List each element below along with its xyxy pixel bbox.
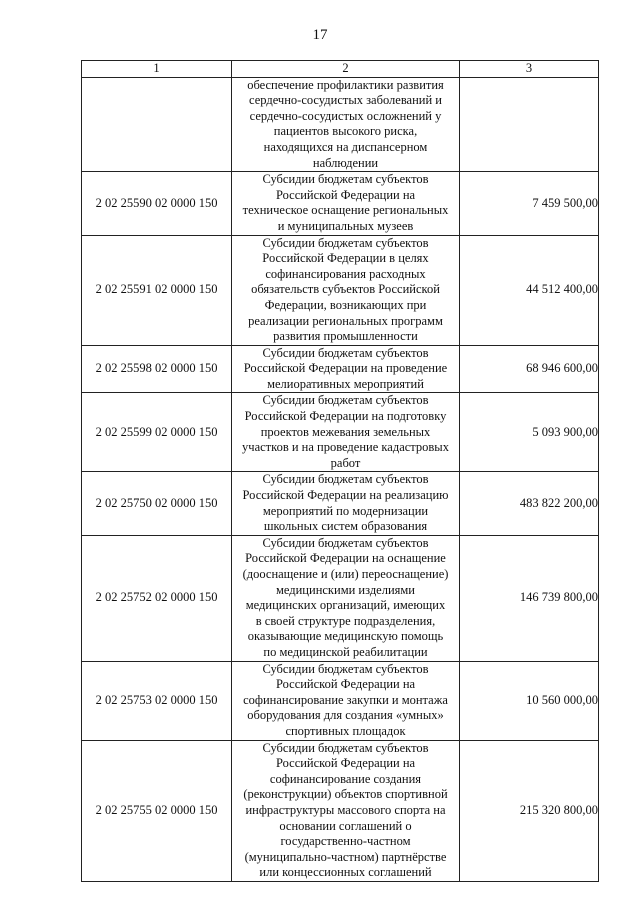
- description-line: Российской Федерации на реализацию: [242, 488, 449, 503]
- description-line: школьных систем образования: [263, 519, 428, 534]
- table-row: [82, 345, 599, 393]
- description-line: основании соглашений о: [279, 818, 412, 833]
- description-line: Российской Федерации на: [275, 756, 416, 771]
- description-line: (муниципально-частном) партнёрстве: [244, 849, 447, 864]
- description-cell: [232, 77, 460, 172]
- description-line: Федерации, возникающих при: [264, 297, 427, 312]
- classification-code-cell: 2 02 25590 02 0000 150: [82, 172, 232, 235]
- description-cell: [232, 661, 460, 740]
- table-body: [82, 77, 599, 881]
- description-cell: [232, 472, 460, 535]
- description-line: реализации региональных программ: [248, 313, 443, 328]
- amount-cell: [460, 77, 599, 172]
- description-line: оказывающие медицинскую помощь: [247, 629, 444, 644]
- table-row: [82, 172, 599, 235]
- classification-code-cell: 2 02 25750 02 0000 150: [82, 472, 232, 535]
- amount-cell: 5 093 900,00: [460, 393, 599, 472]
- table-row: [82, 235, 599, 345]
- description-line: софинансирование создания: [269, 771, 422, 786]
- description-line: Российской Федерации на проведение: [243, 361, 448, 376]
- amount-cell: 7 459 500,00: [460, 172, 599, 235]
- description-line: (дооснащение и (или) переоснащение): [242, 567, 449, 581]
- description-line: обеспечение профилактики развития: [247, 77, 444, 92]
- description-line: Российской Федерации на: [275, 187, 416, 202]
- description-line: Российской Федерации в целях: [262, 251, 429, 266]
- classification-code-cell: 2 02 25755 02 0000 150: [82, 740, 232, 881]
- table-row: [82, 661, 599, 740]
- description-line: сердечно-сосудистых осложнений у: [249, 108, 442, 123]
- amount-cell: 10 560 000,00: [460, 661, 599, 740]
- classification-code-cell: 2 02 25753 02 0000 150: [82, 661, 232, 740]
- description-line: оборудования для создания «умных»: [247, 708, 444, 723]
- description-line: Российской Федерации на подготовку: [244, 409, 447, 424]
- description-line: техническое оснащение региональных: [242, 203, 449, 218]
- description-cell: [232, 172, 460, 235]
- description-line: мелиоративных мероприятий: [267, 376, 424, 391]
- page-number: 17: [312, 27, 328, 43]
- classification-code-cell: 2 02 25752 02 0000 150: [82, 535, 232, 661]
- amount-cell: 146 739 800,00: [460, 535, 599, 661]
- table-row: [82, 535, 599, 661]
- description-cell: [232, 740, 460, 881]
- description-cell: [232, 235, 460, 345]
- column-header-2: 2: [232, 61, 460, 78]
- description-line: (реконструкции) объектов спортивной: [243, 787, 448, 802]
- description-cell: [232, 535, 460, 661]
- description-line: наблюдении: [312, 155, 379, 170]
- column-header-3: 3: [460, 61, 599, 78]
- description-line: участков и на проведение кадастровых: [242, 440, 449, 455]
- classification-code-cell: 2 02 25598 02 0000 150: [82, 345, 232, 393]
- description-line: медицинскими изделиями: [275, 582, 416, 597]
- description-line: в своей структуре подразделения,: [255, 613, 436, 628]
- description-line: работ: [330, 455, 361, 470]
- description-line: Субсидии бюджетам субъектов: [262, 661, 429, 676]
- description-line: по медицинской реабилитации: [263, 644, 428, 659]
- description-line: Субсидии бюджетам субъектов: [262, 172, 429, 187]
- description-line: Субсидии бюджетам субъектов: [262, 535, 429, 550]
- table-row: [82, 472, 599, 535]
- amount-cell: 68 946 600,00: [460, 345, 599, 393]
- amount-cell: 483 822 200,00: [460, 472, 599, 535]
- description-line: Субсидии бюджетам субъектов: [262, 345, 429, 360]
- amount-cell: 44 512 400,00: [460, 235, 599, 345]
- description-line: пациентов высокого риска,: [273, 124, 418, 139]
- description-line: софинансирование закупки и монтажа: [243, 692, 448, 707]
- description-line: мероприятий по модернизации: [262, 503, 429, 518]
- column-header-1: 1: [82, 61, 232, 78]
- description-cell: [232, 345, 460, 393]
- classification-code-cell: [82, 77, 232, 172]
- description-line: обязательств субъектов Российской: [251, 282, 440, 297]
- description-line: Российской Федерации на оснащение: [245, 551, 446, 566]
- description-line: Субсидии бюджетам субъектов: [262, 235, 429, 250]
- table-header-row: [82, 61, 599, 78]
- description-line: Субсидии бюджетам субъектов: [262, 740, 429, 755]
- description-line: инфраструктуры массового спорта на: [245, 802, 446, 817]
- classification-code-cell: 2 02 25591 02 0000 150: [82, 235, 232, 345]
- description-cell: [232, 393, 460, 472]
- description-line: сердечно-сосудистых заболеваний и: [249, 93, 442, 108]
- table-row: [82, 77, 599, 172]
- description-line: Субсидии бюджетам субъектов: [262, 393, 429, 408]
- description-line: Российской Федерации на: [275, 677, 416, 692]
- description-line: спортивных площадок: [285, 723, 406, 738]
- budget-revenue-table: [81, 60, 599, 882]
- description-line: медицинских организаций, имеющих: [245, 598, 446, 613]
- description-line: проектов межевания земельных: [260, 424, 431, 439]
- description-line: или концессионных соглашений: [259, 865, 432, 880]
- amount-cell: 215 320 800,00: [460, 740, 599, 881]
- description-line: развития промышленности: [273, 329, 418, 344]
- description-line: софинансирования расходных: [265, 266, 426, 281]
- description-line: государственно-частном: [280, 834, 411, 849]
- description-line: и муниципальных музеев: [277, 218, 414, 233]
- description-line: Субсидии бюджетам субъектов: [262, 472, 429, 487]
- table-row: [82, 740, 599, 881]
- table-row: [82, 393, 599, 472]
- description-line: находящихся на диспансерном: [263, 139, 428, 154]
- classification-code-cell: 2 02 25599 02 0000 150: [82, 393, 232, 472]
